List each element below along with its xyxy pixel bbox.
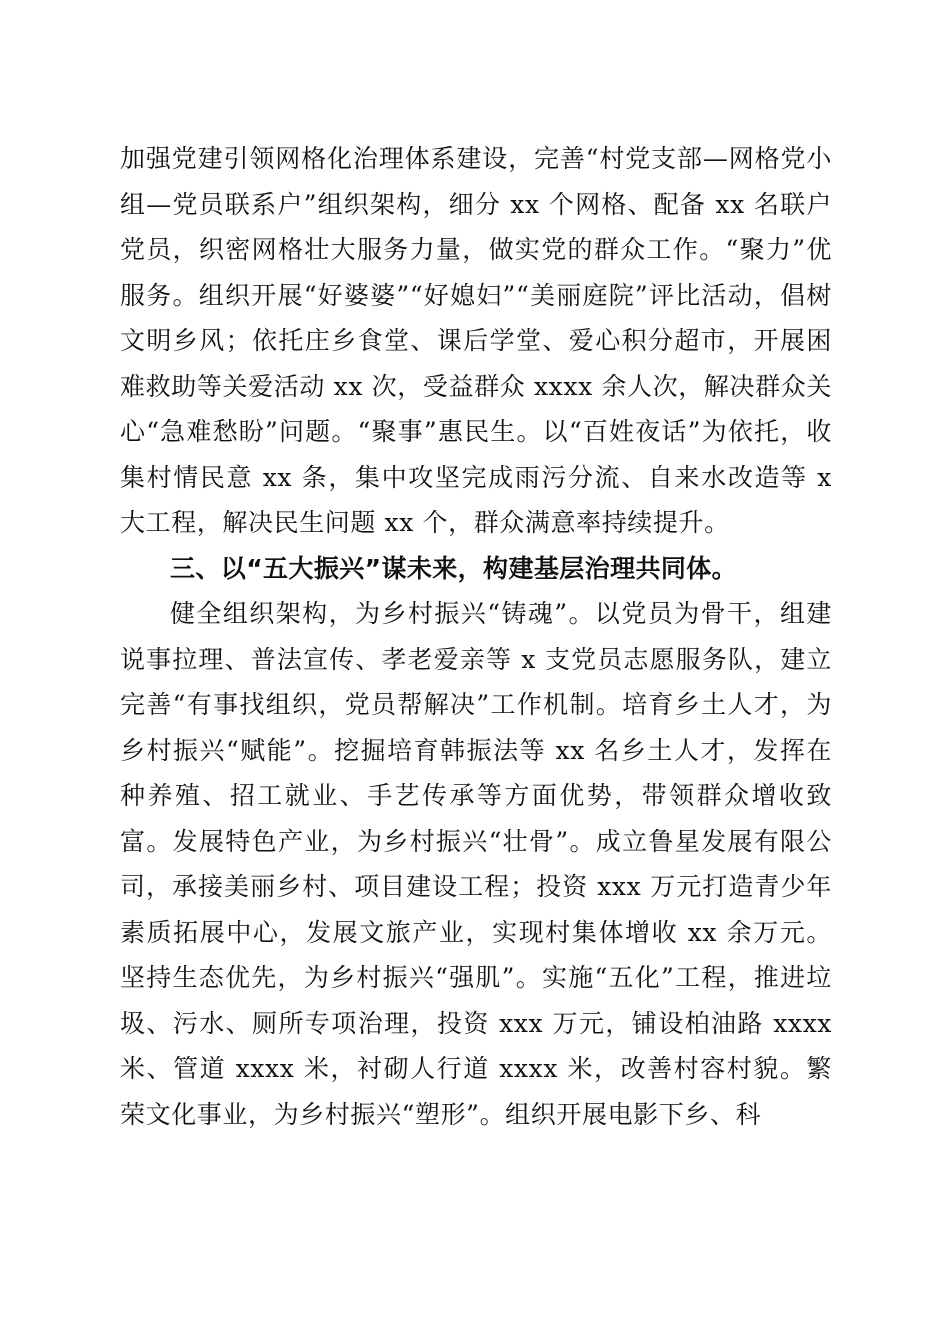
section-heading-three: 三、以“五大振兴”谋未来，构建基层治理共同体。 <box>170 553 738 583</box>
body-paragraph-grid-governance: 加强党建引领网格化治理体系建设，完善“村党支部—网格党小组—党员联系户”组织架构，细分 xx 个网格、配备 xx 名联户党员，织密网格壮大服务力量，做实党的群众工作。“聚力”优服务。组织开展“好婆婆”“好媳妇”“美丽庭院”评比活动，倡树文明乡风；依托庄乡食堂、课后学堂、爱心积分超市，开展困难救助等关爱活动 xx 次，受益群众 xxxx 余人次，解决群众关心“急难愁盼”问题。“聚事”惠民生。以“百姓夜话”为依托，收集村情民意 xx 条，集中攻坚完成雨污分流、自来水改造等 x 大工程，解决民生问题 xx 个，群众满意率持续提升。 <box>120 144 832 537</box>
body-paragraph-rural-revitalization: 健全组织架构，为乡村振兴“铸魂”。以党员为骨干，组建说事拉理、普法宣传、孝老爱亲等 x 支党员志愿服务队，建立完善“有事找组织，党员帮解决”工作机制。培育乡土人才，为乡村振兴“赋能”。挖掘培育韩振法等 xx 名乡土人才，发挥在种养殖、招工就业、手艺传承等方面优势，带领群众增收致富。发展特色产业，为乡村振兴“壮骨”。成立鲁星发展有限公司，承接美丽乡村、项目建设工程；投资 xxx 万元打造青少年素质拓展中心，发展文旅产业，实现村集体增收 xx 余万元。坚持生态优先，为乡村振兴“强肌”。实施“五化”工程，推进垃圾、污水、厕所专项治理，投资 xxx 万元，铺设柏油路 xxxx 米、管道 xxxx 米，衬砌人行道 xxxx 米，改善村容村貌。繁荣文化事业，为乡村振兴“塑形”。组织开展电影下乡、科 <box>120 599 832 1129</box>
document-body <box>120 136 832 1137</box>
